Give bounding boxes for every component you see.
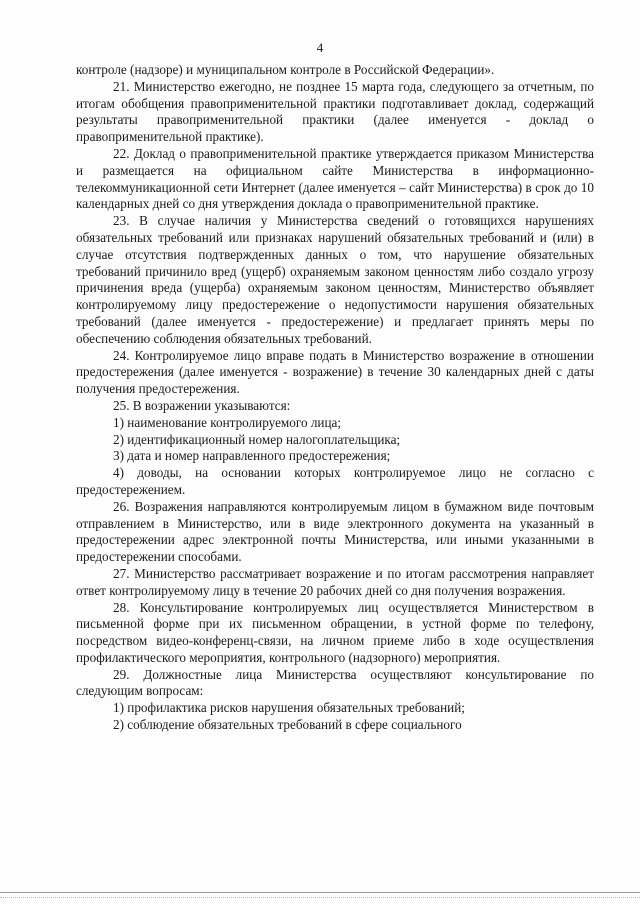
- paragraph-28: 28. Консультирование контролируемых лиц осуществляется Министерством в письменной форме при их письменном обращении, в устной форме по телефону, посредством видео-конференц-связи, на личном приеме либо в ходе осуществления профилактического мероприятия, контрольного (надзорного) мероприятия.: [76, 599, 594, 665]
- paragraph-23: 23. В случае наличия у Министерства сведений о готовящихся нарушениях обязательных требований или признаках нарушений обязательных требований и (или) в случае отсутствия подтвержденных данных о том, что нарушение обязательных требований причинило вред (ущерб) охраняемым законом ценностям либо создало угрозу причинения вреда (ущерба) охраняемым законом ценностям, Министерство объявляет контролируемому лицу предостережение о недопустимости нарушения обязательных требований (далее именуется - предостережение) и предлагает принять меры по обеспечению соблюдения обязательных требований.: [76, 213, 594, 346]
- paragraph-25: 25. В возражении указываются:: [113, 397, 291, 413]
- paragraph-26: 26. Возражения направляются контролируемым лицом в бумажном виде почтовым отправлением в Министерство, или в виде электронного документа на указанный в предостережении адрес электронной почты Министерства, или иными указанными в предостережении способами.: [76, 498, 594, 565]
- scan-edge-line: [0, 892, 640, 893]
- paragraph-continuation: контроле (надзоре) и муниципальном контроле в Российской Федерации».: [76, 62, 495, 77]
- list-item-29-2: 2) соблюдение обязательных требований в сфере социального: [113, 717, 462, 733]
- paragraph-27: 27. Министерство рассматривает возражение и по итогам рассмотрения направляет ответ контролируемому лицу в течение 20 рабочих дней со дня получения возражения.: [76, 565, 594, 598]
- list-item-29-1: 1) профилактика рисков нарушения обязательных требований;: [113, 700, 465, 716]
- list-item-25-4: 4) доводы, на основании которых контролируемое лицо не согласно с предостережением.: [76, 465, 594, 497]
- list-item-25-1: 1) наименование контролируемого лица;: [113, 414, 342, 430]
- document-body: [76, 62, 594, 734]
- list-item-25-2: 2) идентификационный номер налогоплательщика;: [113, 431, 401, 447]
- paragraph-21: 21. Министерство ежегодно, не позднее 15 марта года, следующего за отчетным, по итогам обобщения правоприменительной практики подготавливает доклад, содержащий результаты правоприменительной практики (далее именуется - доклад о правоприменительной практике).: [76, 78, 594, 145]
- list-item-25-3: 3) дата и номер направленного предостережения;: [113, 448, 391, 464]
- paragraph-29: 29. Должностные лица Министерства осуществляют консультирование по следующим вопросам:: [76, 666, 594, 699]
- paragraph-22: 22. Доклад о правоприменительной практике утверждается приказом Министерства и размещается на официальном сайте Министерства в информационно-телекоммуникационной сети Интернет (далее именуется – сайт Министерства) в срок до 10 календарных дней со дня утверждения доклада о правоприменительной практике.: [76, 145, 594, 212]
- paragraph-24: 24. Контролируемое лицо вправе подать в Министерство возражение в отношении предостережения (далее именуется - возражение) в течение 30 календарных дней с даты получения предостережения.: [76, 347, 594, 397]
- scan-edge-line-lower: [0, 897, 640, 898]
- page-number: 4: [316, 40, 324, 55]
